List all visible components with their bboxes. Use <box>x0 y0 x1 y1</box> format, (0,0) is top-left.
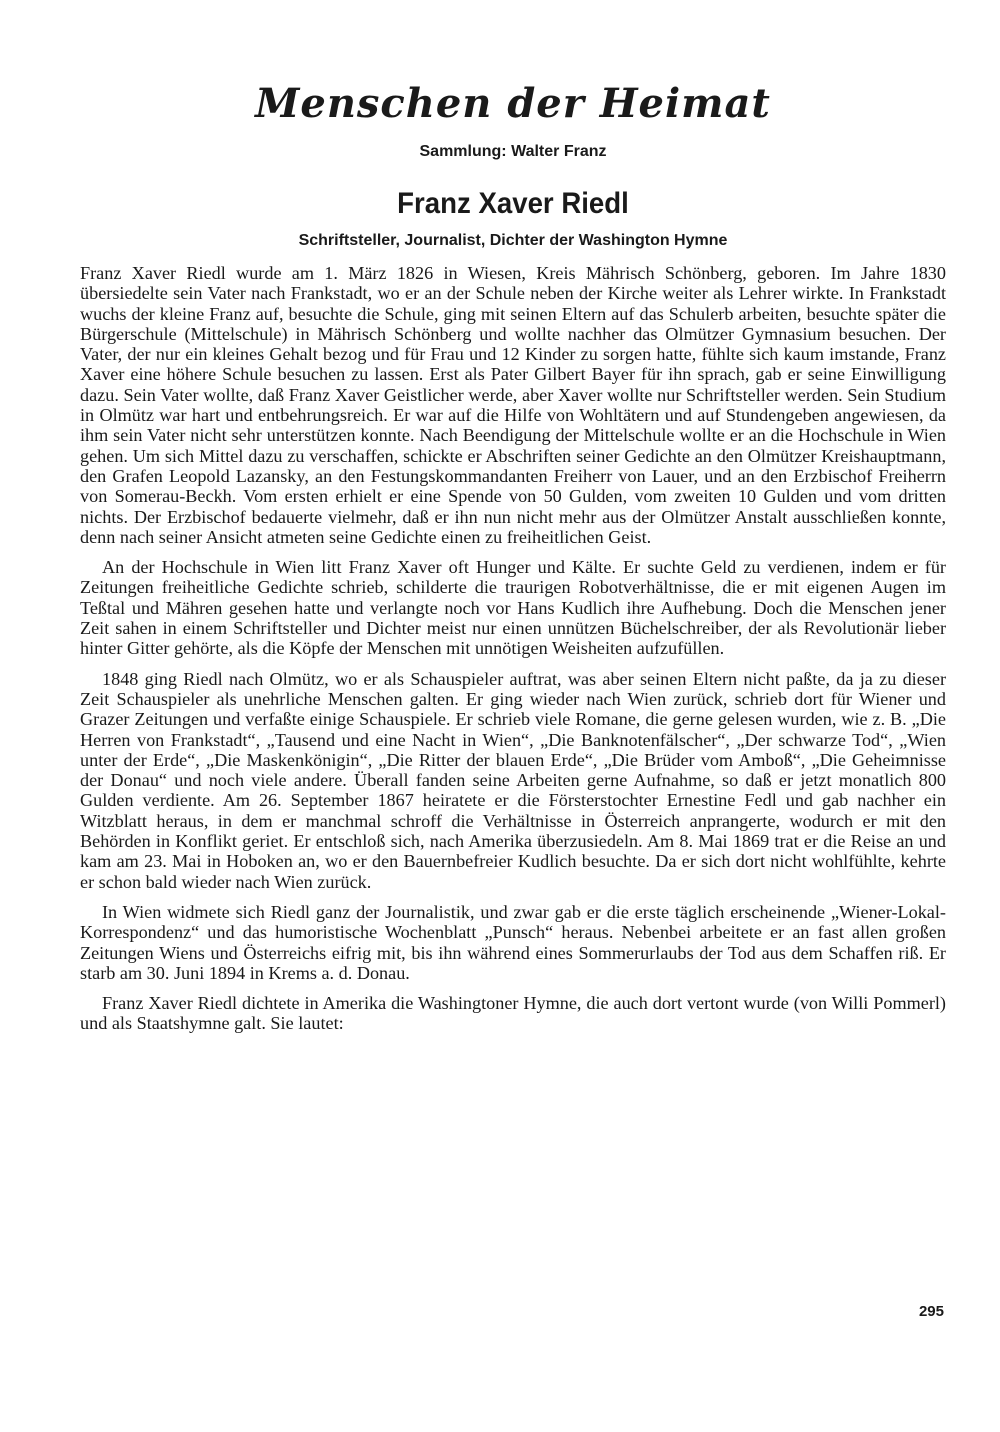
paragraph: 1848 ging Riedl nach Olmütz, wo er als Schauspieler auftrat, was aber seinen Eltern nicht paßte, da ja zu dieser Zeit Schauspieler als unehrliche Menschen galten. Er ging wieder nach Wien zurück, schrieb dort für Wiener und Grazer Zeitungen und verfaßte einige Schauspiele. Er schrieb viele Romane, die gerne gelesen wurden, wie z. B. „Die Herren von Frankstadt“, „Tausend und eine Nacht in Wien“, „Die Banknotenfälscher“, „Der schwarze Tod“, „Wien unter der Erde“, „Die Maskenkönigin“, „Die Ritter der blauen Erde“, „Die Brüder vom Amboß“, „Die Geheimnisse der Donau“ und noch viele andere. Überall fanden seine Arbeiten gerne Aufnahme, so daß er jetzt monatlich 800 Gulden verdiente. Am 26. September 1867 heiratete er die Försterstochter Ernestine Fedl und gab nachher ein Witzblatt heraus, in dem er manchmal schroff die Verhältnisse in Österreich anprangerte, wodurch er mit den Behörden in Konflikt geriet. Er entschloß sich, nach Amerika überzusiedeln. Am 8. Mai 1869 trat er die Reise an und kam am 23. Mai in Hoboken an, wo er den Bauernbefreier Kudlich besuchte. Da er sich dort nicht wohlfühlte, kehrte er schon bald wieder nach Wien zurück. <box>80 668 946 892</box>
page-number: 295 <box>918 1303 944 1320</box>
article-title: Franz Xaver Riedl <box>397 187 629 220</box>
series-title: Menschen der Heimat <box>255 80 771 127</box>
paragraph: In Wien widmete sich Riedl ganz der Journalistik, und zwar gab er die erste täglich erscheinende „Wiener-Lokal-Korrespondenz“ und das humoristische Wochenblatt „Punsch“ heraus. Nebenbei arbeitete er an fast allen großen Zeitungen Wiens und Österreichs eifrig mit, bis ihn während eines Sommerurlaubs der Tod aus dem Schaffen riß. Er starb am 30. Juni 1894 in Krems a. d. Donau. <box>80 901 946 983</box>
paragraph: An der Hochschule in Wien litt Franz Xaver oft Hunger und Kälte. Er suchte Geld zu verdienen, indem er für Zeitungen freiheitliche Gedichte schrieb, schilderte die traurigen Robotverhältnisse, die er mit eigenen Augen im Teßtal und Mähren gesehen hatte und verlangte noch vor Hans Kudlich ihre Aufhebung. Doch die Menschen jener Zeit sahen in einem Schriftsteller und Dichter meist nur einen unnützen Büchelschreiber, der als Revolutionär lieber hinter Gitter gehörte, als die Köpfe der Menschen mit unnötigen Weisheiten aufzufüllen. <box>80 557 946 659</box>
paragraph: Franz Xaver Riedl wurde am 1. März 1826 in Wiesen, Kreis Mährisch Schönberg, geboren. Im Jahre 1830 übersiedelte sein Vater nach Frankstadt, wo er an der Schule neben der Kirche weiter als Lehrer wirkte. In Frankstadt wuchs der kleine Franz auf, besuchte die Schule, ging mit seinen Eltern auf das Schulerb arbeiten, besuchte später die Bürgerschule (Mittelschule) in Mährisch Schönberg und wollte nachher das Olmützer Gymnasium besuchen. Der Vater, der nur ein kleines Gehalt bezog und für Frau und 12 Kinder zu sorgen hatte, fühlte sich kaum imstande, Franz Xaver eine höhere Schule besuchen zu lassen. Erst als Pater Gilbert Bayer für ihn sprach, gab er seine Einwilligung dazu. Sein Vater wollte, daß Franz Xaver Geistlicher werde, aber Xaver wollte nur Schriftsteller werden. Sein Studium in Olmütz war hart und entbehrungsreich. Er war auf die Hilfe von Wohltätern und auf Stundengeben angewiesen, da ihm sein Vater nicht sehr unterstützen konnte. Nach Beendigung der Mittelschule wollte er an die Hochschule in Wien gehen. Um sich Mittel dazu zu verschaffen, schickte er Abschriften seiner Gedichte an den Olmützer Kreishauptmann, den Grafen Leopold Lazansky, an den Festungskommandanten Freiherr von Lauer, und an den Erzbischof Freiherrn von Somerau-Beckh. Vom ersten erhielt er eine Spende von 50 Gulden, vom zweiten 10 Gulden und vom dritten nichts. Der Erzbischof bedauerte vielmehr, daß er ihn nun nicht mehr aus der Olmützer Anstalt ausschließen konnte, denn nach seiner Ansicht atmeten seine Gedichte einen zu freiheitlichen Geist. <box>80 263 946 547</box>
document-page <box>80 80 946 1380</box>
article-subtitle: Schriftsteller, Journalist, Dichter der Washington Hymne <box>298 232 728 249</box>
article-body <box>80 263 946 1044</box>
paragraph: Franz Xaver Riedl dichtete in Amerika die Washingtoner Hymne, die auch dort vertont wurde (von Willi Pommerl) und als Staatshymne galt. Sie lautet: <box>80 993 946 1034</box>
collection-credit: Sammlung: Walter Franz <box>419 143 607 160</box>
